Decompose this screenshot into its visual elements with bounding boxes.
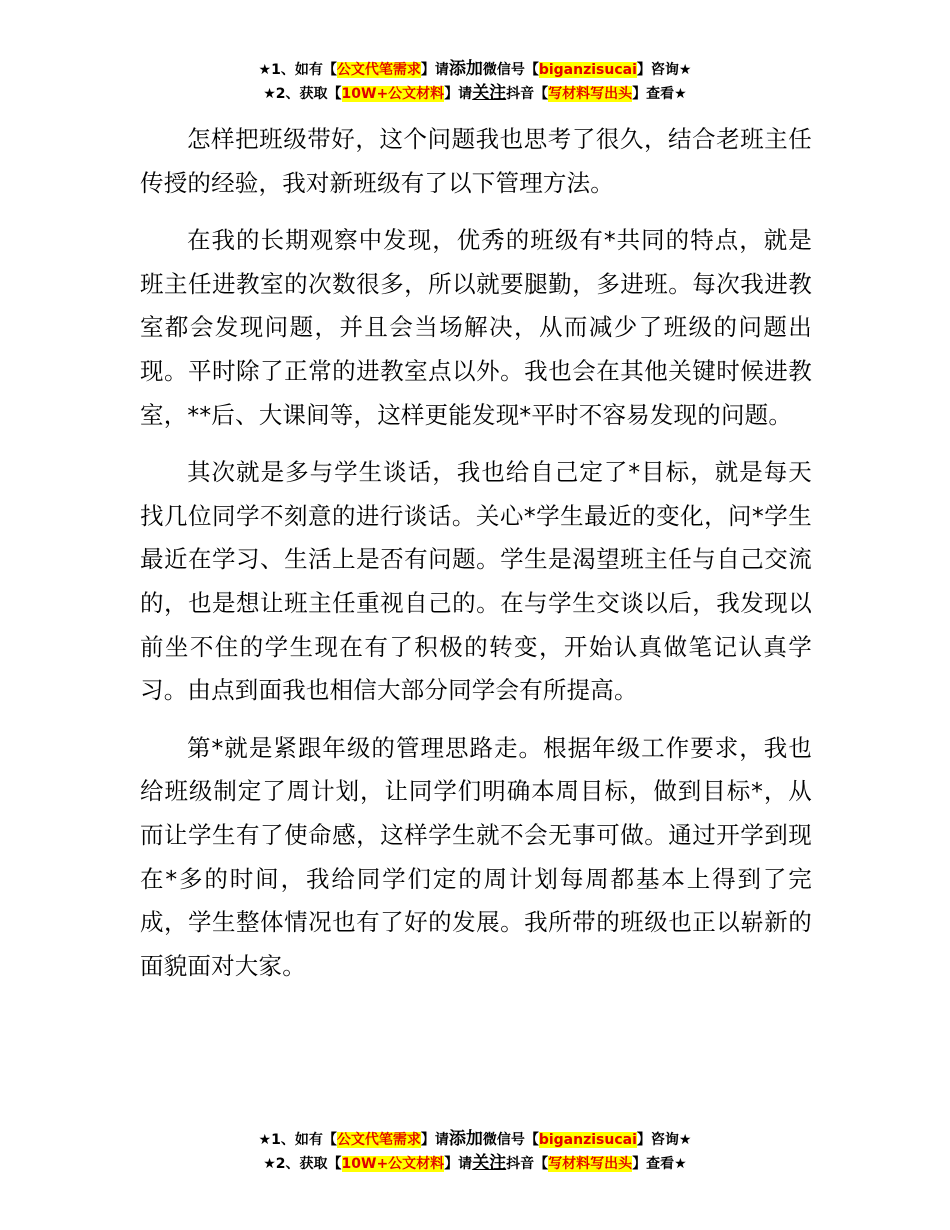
footer-ad-line-1-mid2: 微信号【 <box>482 1132 539 1148</box>
header-ad-line-1-mid: 】请 <box>420 62 449 78</box>
header-ad-line-1-prefix: ★1、如有【 <box>258 62 337 78</box>
footer-ad-line-1-mid: 】请 <box>420 1132 449 1148</box>
footer-ad-banner <box>0 1128 950 1176</box>
document-paragraph: 在我的长期观察中发现，优秀的班级有*共同的特点，就是班主任进教室的次数很多，所以就要腿勤，多进班。每次我进教室都会发现问题，并且会当场解决，从而减少了班级的问题出现。平时除了正常的进教室点以外。我也会在其他关键时候进教室，**后、大课间等，这样更能发现*平时不容易发现的问题。 <box>140 226 812 429</box>
header-ad-line-2-suffix: 】查看★ <box>632 86 687 102</box>
footer-ad-line-2-suffix: 】查看★ <box>632 1156 687 1172</box>
document-paragraph: 其次就是多与学生谈话，我也给自己定了*目标，就是每天找几位同学不刻意的进行谈话。关心*学生最近的变化，问*学生最近在学习、生活上是否有问题。学生是渴望班主任与自己交流的，也是想让班主任重视自己的。在与学生交谈以后，我发现以前坐不住的学生现在有了积极的转变，开始认真做笔记认真学习。由点到面我也相信大部分同学会有所提高。 <box>140 458 812 705</box>
header-ad-line-2-emphasis: 关注 <box>472 83 507 103</box>
header-ad-line-1-suffix: 】咨询★ <box>636 62 692 78</box>
header-ad-line-2-highlight-materials: 10W+公文材料 <box>341 86 445 102</box>
header-ad-line-2-mid: 】请 <box>444 86 473 102</box>
footer-ad-line-2-prefix: ★2、获取【 <box>263 1156 342 1172</box>
header-ad-line-1 <box>0 58 950 82</box>
header-ad-line-1-highlight-service: 公文代笔需求 <box>336 62 421 78</box>
footer-ad-line-1-emphasis: 添加 <box>448 1129 483 1149</box>
footer-ad-line-1 <box>0 1128 950 1152</box>
header-ad-line-2-douyin-account: 写材料写出头 <box>548 86 633 102</box>
header-ad-line-1-wechat-id: biganzisucai <box>538 62 637 78</box>
footer-ad-line-2 <box>0 1152 950 1176</box>
footer-ad-line-2-mid2: 抖音【 <box>506 1156 549 1172</box>
footer-ad-line-1-highlight-service: 公文代笔需求 <box>336 1132 421 1148</box>
footer-ad-line-2-douyin-account: 写材料写出头 <box>548 1156 633 1172</box>
footer-ad-line-2-mid: 】请 <box>444 1156 473 1172</box>
header-ad-line-2 <box>0 82 950 106</box>
footer-ad-line-2-highlight-materials: 10W+公文材料 <box>341 1156 445 1172</box>
footer-ad-line-1-suffix: 】咨询★ <box>636 1132 692 1148</box>
header-ad-line-2-prefix: ★2、获取【 <box>263 86 342 102</box>
document-body <box>140 118 812 1002</box>
document-paragraph: 怎样把班级带好，这个问题我也思考了很久，结合老班主任传授的经验，我对新班级有了以下管理方法。 <box>140 125 812 197</box>
document-paragraph: 第*就是紧跟年级的管理思路走。根据年级工作要求，我也给班级制定了周计划，让同学们明确本周目标，做到目标*，从而让学生有了使命感，这样学生就不会无事可做。通过开学到现在*多的时间，我给同学们定的周计划每周都基本上得到了完成，学生整体情况也有了好的发展。我所带的班级也正以崭新的面貌面对大家。 <box>140 733 812 980</box>
header-ad-banner <box>0 58 950 106</box>
footer-ad-line-1-prefix: ★1、如有【 <box>258 1132 337 1148</box>
header-ad-line-1-emphasis: 添加 <box>448 59 483 79</box>
header-ad-line-2-mid2: 抖音【 <box>506 86 549 102</box>
header-ad-line-1-mid2: 微信号【 <box>482 62 539 78</box>
footer-ad-line-2-emphasis: 关注 <box>472 1153 507 1173</box>
footer-ad-line-1-wechat-id: biganzisucai <box>538 1132 637 1148</box>
